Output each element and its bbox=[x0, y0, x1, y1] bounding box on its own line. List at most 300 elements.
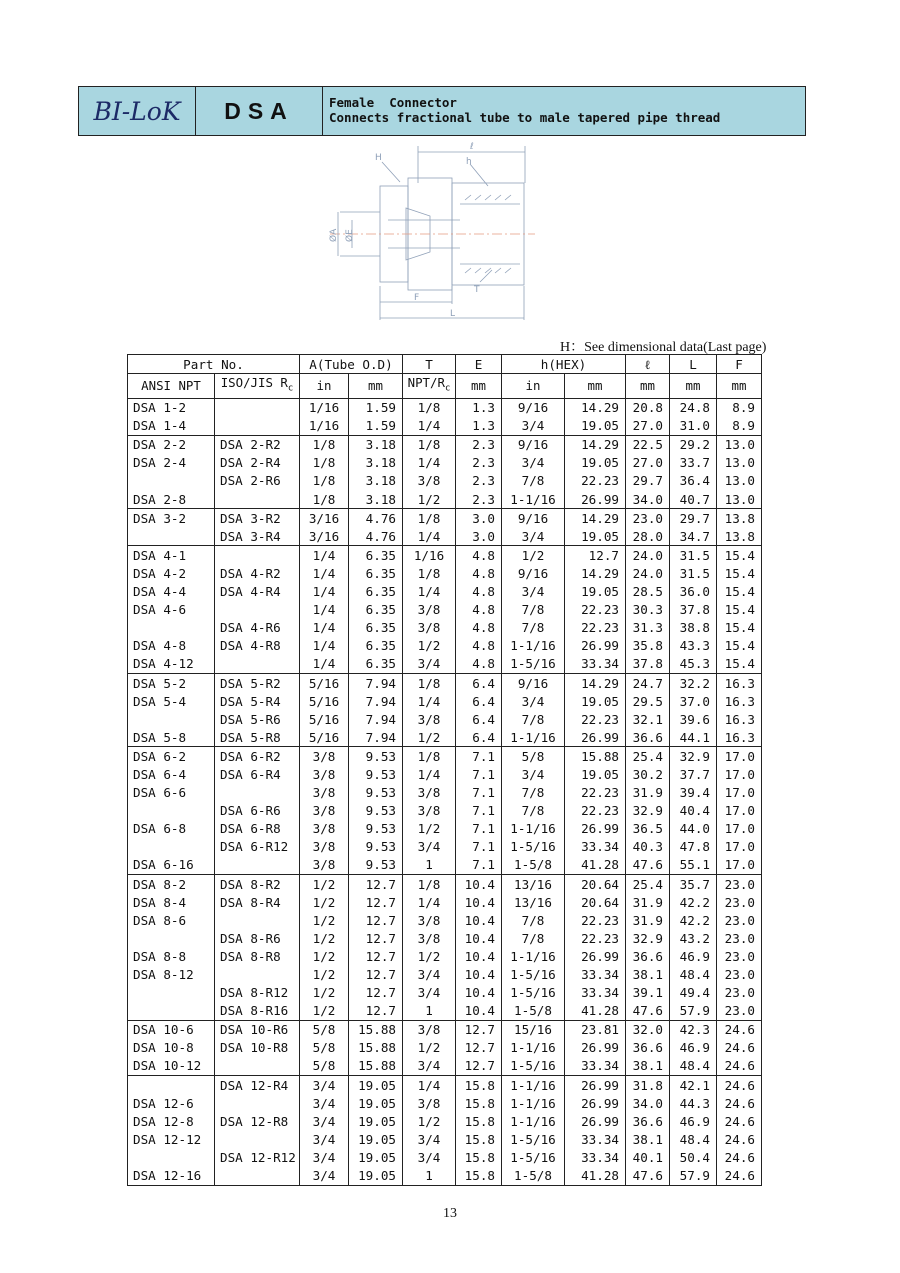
cell-t: 3/4 bbox=[403, 1148, 456, 1166]
cell-a-mm: 3.18 bbox=[349, 454, 403, 472]
header-a-mm: mm bbox=[349, 374, 403, 398]
cell-a-mm: 4.76 bbox=[349, 527, 403, 546]
cell-f: 15.4 bbox=[717, 546, 762, 565]
cell-L: 50.4 bbox=[670, 1148, 717, 1166]
header-banner bbox=[78, 86, 806, 136]
cell-h-in: 1-1/16 bbox=[502, 1039, 565, 1057]
cell-h-in: 3/4 bbox=[502, 417, 565, 436]
cell-f: 24.6 bbox=[717, 1039, 762, 1057]
cell-e: 10.4 bbox=[456, 984, 502, 1002]
product-title: Female Connector bbox=[329, 95, 457, 110]
cell-iso-jis: DSA 5-R8 bbox=[215, 728, 300, 747]
cell-a-mm: 9.53 bbox=[349, 838, 403, 856]
table-row bbox=[128, 637, 762, 655]
cell-t: 1 bbox=[403, 856, 456, 875]
table-row bbox=[128, 875, 762, 894]
cell-f: 23.0 bbox=[717, 965, 762, 983]
cell-ansi-npt: DSA 3-2 bbox=[128, 509, 215, 528]
cell-f: 13.0 bbox=[717, 490, 762, 509]
table-row bbox=[128, 527, 762, 546]
cell-e: 2.3 bbox=[456, 472, 502, 490]
cell-e: 10.4 bbox=[456, 911, 502, 929]
cell-h-mm: 19.05 bbox=[565, 692, 626, 710]
cell-iso-jis: DSA 8-R8 bbox=[215, 947, 300, 965]
cell-L: 44.1 bbox=[670, 728, 717, 747]
cell-f: 15.4 bbox=[717, 583, 762, 601]
cell-e: 7.1 bbox=[456, 802, 502, 820]
cell-L: 34.7 bbox=[670, 527, 717, 546]
cell-l: 32.0 bbox=[626, 1020, 670, 1039]
cell-t: 1/8 bbox=[403, 564, 456, 582]
cell-l: 47.6 bbox=[626, 856, 670, 875]
cell-h-mm: 33.34 bbox=[565, 655, 626, 674]
product-subtitle: Connects fractional tube to male tapered pipe thread bbox=[329, 110, 721, 125]
cell-e: 15.8 bbox=[456, 1167, 502, 1186]
cell-L: 38.8 bbox=[670, 619, 717, 637]
cell-h-in: 1-5/16 bbox=[502, 655, 565, 674]
cell-h-in: 15/16 bbox=[502, 1020, 565, 1039]
cell-a-in: 1/2 bbox=[300, 929, 349, 947]
cell-a-mm: 12.7 bbox=[349, 984, 403, 1002]
cell-iso-jis bbox=[215, 965, 300, 983]
cell-ansi-npt: DSA 8-8 bbox=[128, 947, 215, 965]
cell-iso-jis bbox=[215, 784, 300, 802]
cell-a-in: 1/2 bbox=[300, 893, 349, 911]
cell-a-in: 3/8 bbox=[300, 820, 349, 838]
brand-logo: BI-LoK bbox=[79, 87, 196, 135]
cell-e: 7.1 bbox=[456, 765, 502, 783]
cell-t: 3/8 bbox=[403, 911, 456, 929]
cell-a-in: 3/4 bbox=[300, 1094, 349, 1112]
table-header-row-2 bbox=[128, 374, 762, 398]
cell-h-in: 1-5/16 bbox=[502, 1130, 565, 1148]
cell-a-in: 3/4 bbox=[300, 1076, 349, 1095]
cell-ansi-npt bbox=[128, 1002, 215, 1021]
cell-h-in: 7/8 bbox=[502, 911, 565, 929]
cell-a-mm: 6.35 bbox=[349, 583, 403, 601]
header-e: E bbox=[456, 355, 502, 374]
cell-f: 24.6 bbox=[717, 1112, 762, 1130]
cell-f: 15.4 bbox=[717, 637, 762, 655]
cell-L: 37.8 bbox=[670, 601, 717, 619]
table-row bbox=[128, 1130, 762, 1148]
cell-L: 42.2 bbox=[670, 893, 717, 911]
cell-a-in: 3/8 bbox=[300, 802, 349, 820]
cell-h-in: 7/8 bbox=[502, 802, 565, 820]
cell-a-in: 5/8 bbox=[300, 1057, 349, 1076]
cell-a-in: 1/8 bbox=[300, 454, 349, 472]
cell-a-in: 1/8 bbox=[300, 472, 349, 490]
cell-L: 46.9 bbox=[670, 1039, 717, 1057]
cell-a-mm: 6.35 bbox=[349, 655, 403, 674]
cell-f: 15.4 bbox=[717, 564, 762, 582]
cell-l: 25.4 bbox=[626, 875, 670, 894]
cell-a-in: 5/16 bbox=[300, 710, 349, 728]
cell-h-mm: 33.34 bbox=[565, 984, 626, 1002]
cell-iso-jis bbox=[215, 1130, 300, 1148]
cell-ansi-npt: DSA 10-12 bbox=[128, 1057, 215, 1076]
cell-h-mm: 26.99 bbox=[565, 1039, 626, 1057]
cell-L: 29.7 bbox=[670, 509, 717, 528]
table-row bbox=[128, 911, 762, 929]
cell-h-mm: 41.28 bbox=[565, 1167, 626, 1186]
cell-e: 15.8 bbox=[456, 1112, 502, 1130]
cell-ansi-npt: DSA 12-8 bbox=[128, 1112, 215, 1130]
cell-ansi-npt: DSA 4-2 bbox=[128, 564, 215, 582]
cell-a-in: 1/4 bbox=[300, 619, 349, 637]
cell-f: 16.3 bbox=[717, 692, 762, 710]
cell-h-mm: 22.23 bbox=[565, 601, 626, 619]
cell-a-in: 3/4 bbox=[300, 1148, 349, 1166]
cell-t: 3/8 bbox=[403, 1094, 456, 1112]
table-row bbox=[128, 710, 762, 728]
cell-h-mm: 26.99 bbox=[565, 1094, 626, 1112]
cell-f: 15.4 bbox=[717, 655, 762, 674]
cell-iso-jis: DSA 2-R4 bbox=[215, 454, 300, 472]
cell-ansi-npt: DSA 12-16 bbox=[128, 1167, 215, 1186]
dimension-table bbox=[127, 354, 762, 1186]
cell-ansi-npt: DSA 5-2 bbox=[128, 673, 215, 692]
cell-l: 36.6 bbox=[626, 728, 670, 747]
cell-L: 57.9 bbox=[670, 1167, 717, 1186]
cell-a-in: 3/8 bbox=[300, 747, 349, 766]
cell-a-in: 5/16 bbox=[300, 673, 349, 692]
cell-e: 10.4 bbox=[456, 947, 502, 965]
cell-t: 1/2 bbox=[403, 490, 456, 509]
cell-l: 36.6 bbox=[626, 1039, 670, 1057]
cell-h-in: 3/4 bbox=[502, 527, 565, 546]
cell-t: 1/4 bbox=[403, 454, 456, 472]
cell-h-mm: 19.05 bbox=[565, 454, 626, 472]
cell-a-in: 3/4 bbox=[300, 1112, 349, 1130]
cell-L: 44.0 bbox=[670, 820, 717, 838]
cell-a-in: 1/2 bbox=[300, 947, 349, 965]
cell-a-in: 5/8 bbox=[300, 1039, 349, 1057]
cell-h-mm: 12.7 bbox=[565, 546, 626, 565]
header-h-in: in bbox=[502, 374, 565, 398]
table-row bbox=[128, 655, 762, 674]
cell-a-in: 1/4 bbox=[300, 637, 349, 655]
cell-l: 36.6 bbox=[626, 1112, 670, 1130]
cell-t: 3/4 bbox=[403, 838, 456, 856]
cell-f: 15.4 bbox=[717, 619, 762, 637]
cell-h-in: 1-1/16 bbox=[502, 637, 565, 655]
cell-ansi-npt bbox=[128, 1148, 215, 1166]
cell-f: 24.6 bbox=[717, 1148, 762, 1166]
cell-t: 1/8 bbox=[403, 509, 456, 528]
cell-f: 23.0 bbox=[717, 929, 762, 947]
cell-ansi-npt bbox=[128, 527, 215, 546]
label-H: H bbox=[375, 153, 382, 163]
cell-ansi-npt: DSA 6-6 bbox=[128, 784, 215, 802]
cell-L: 37.0 bbox=[670, 692, 717, 710]
cell-a-in: 1/2 bbox=[300, 911, 349, 929]
cell-ansi-npt: DSA 4-6 bbox=[128, 601, 215, 619]
table-row bbox=[128, 820, 762, 838]
cell-h-in: 1-5/16 bbox=[502, 838, 565, 856]
cell-L: 46.9 bbox=[670, 1112, 717, 1130]
cell-h-mm: 23.81 bbox=[565, 1020, 626, 1039]
cell-h-mm: 19.05 bbox=[565, 527, 626, 546]
cell-e: 1.3 bbox=[456, 417, 502, 436]
cell-iso-jis: DSA 12-R8 bbox=[215, 1112, 300, 1130]
cell-f: 16.3 bbox=[717, 673, 762, 692]
cell-l: 31.9 bbox=[626, 893, 670, 911]
cell-a-in: 3/8 bbox=[300, 838, 349, 856]
cell-l: 37.8 bbox=[626, 655, 670, 674]
cell-ansi-npt: DSA 6-16 bbox=[128, 856, 215, 875]
cell-t: 1 bbox=[403, 1167, 456, 1186]
cell-h-in: 9/16 bbox=[502, 509, 565, 528]
cell-ansi-npt bbox=[128, 619, 215, 637]
cell-l: 31.9 bbox=[626, 911, 670, 929]
cell-e: 12.7 bbox=[456, 1057, 502, 1076]
table-row bbox=[128, 728, 762, 747]
cell-f: 17.0 bbox=[717, 856, 762, 875]
table-row bbox=[128, 564, 762, 582]
cell-a-mm: 6.35 bbox=[349, 564, 403, 582]
table-row bbox=[128, 965, 762, 983]
cell-t: 3/8 bbox=[403, 929, 456, 947]
cell-h-in: 9/16 bbox=[502, 564, 565, 582]
cell-h-mm: 33.34 bbox=[565, 1130, 626, 1148]
cell-L: 35.7 bbox=[670, 875, 717, 894]
cell-a-mm: 12.7 bbox=[349, 947, 403, 965]
cell-e: 7.1 bbox=[456, 838, 502, 856]
cell-ansi-npt: DSA 4-12 bbox=[128, 655, 215, 674]
cell-a-mm: 19.05 bbox=[349, 1167, 403, 1186]
cell-a-mm: 12.7 bbox=[349, 965, 403, 983]
cell-h-mm: 14.29 bbox=[565, 398, 626, 417]
cell-ansi-npt bbox=[128, 929, 215, 947]
cell-a-mm: 7.94 bbox=[349, 673, 403, 692]
cell-t: 1/4 bbox=[403, 583, 456, 601]
table-row bbox=[128, 1076, 762, 1095]
label-T: T bbox=[474, 285, 480, 295]
cell-h-in: 3/4 bbox=[502, 692, 565, 710]
cell-t: 1/8 bbox=[403, 673, 456, 692]
table-row bbox=[128, 1057, 762, 1076]
cell-t: 1/16 bbox=[403, 546, 456, 565]
cell-t: 3/8 bbox=[403, 601, 456, 619]
cell-h-in: 7/8 bbox=[502, 929, 565, 947]
cell-iso-jis: DSA 10-R6 bbox=[215, 1020, 300, 1039]
header-l-mm: mm bbox=[626, 374, 670, 398]
cell-ansi-npt: DSA 12-12 bbox=[128, 1130, 215, 1148]
cell-l: 31.8 bbox=[626, 1076, 670, 1095]
cell-l: 20.8 bbox=[626, 398, 670, 417]
cell-ansi-npt: DSA 6-4 bbox=[128, 765, 215, 783]
cell-iso-jis bbox=[215, 1167, 300, 1186]
cell-a-mm: 15.88 bbox=[349, 1020, 403, 1039]
table-row bbox=[128, 398, 762, 417]
cell-e: 6.4 bbox=[456, 728, 502, 747]
cell-e: 12.7 bbox=[456, 1039, 502, 1057]
cell-l: 28.0 bbox=[626, 527, 670, 546]
cell-iso-jis: DSA 12-R12 bbox=[215, 1148, 300, 1166]
cell-l: 22.5 bbox=[626, 435, 670, 454]
cell-a-mm: 19.05 bbox=[349, 1112, 403, 1130]
cell-f: 23.0 bbox=[717, 947, 762, 965]
cell-e: 15.8 bbox=[456, 1076, 502, 1095]
cell-f: 13.0 bbox=[717, 472, 762, 490]
cell-l: 38.1 bbox=[626, 1130, 670, 1148]
cell-ansi-npt: DSA 6-8 bbox=[128, 820, 215, 838]
cell-f: 17.0 bbox=[717, 838, 762, 856]
label-l: ℓ bbox=[470, 142, 474, 152]
table-row bbox=[128, 673, 762, 692]
cell-a-in: 5/16 bbox=[300, 728, 349, 747]
cell-h-mm: 26.99 bbox=[565, 1076, 626, 1095]
cell-h-mm: 22.23 bbox=[565, 911, 626, 929]
cell-h-in: 1-1/16 bbox=[502, 1094, 565, 1112]
cell-h-mm: 41.28 bbox=[565, 856, 626, 875]
header-t-unit: NPT/$R_c$ bbox=[403, 374, 456, 398]
cell-L: 57.9 bbox=[670, 1002, 717, 1021]
cell-iso-jis bbox=[215, 546, 300, 565]
cell-h-in: 1-1/16 bbox=[502, 728, 565, 747]
cell-ansi-npt bbox=[128, 984, 215, 1002]
cell-L: 47.8 bbox=[670, 838, 717, 856]
cell-L: 44.3 bbox=[670, 1094, 717, 1112]
cell-a-in: 1/8 bbox=[300, 490, 349, 509]
cell-ansi-npt: DSA 2-8 bbox=[128, 490, 215, 509]
cell-t: 1/8 bbox=[403, 875, 456, 894]
cell-t: 1/4 bbox=[403, 527, 456, 546]
cell-L: 45.3 bbox=[670, 655, 717, 674]
table-row bbox=[128, 929, 762, 947]
cell-L: 46.9 bbox=[670, 947, 717, 965]
cell-e: 4.8 bbox=[456, 564, 502, 582]
cell-e: 4.8 bbox=[456, 619, 502, 637]
table-row bbox=[128, 1112, 762, 1130]
cell-e: 4.8 bbox=[456, 546, 502, 565]
cell-t: 1/2 bbox=[403, 1112, 456, 1130]
cell-h-in: 1-5/8 bbox=[502, 1167, 565, 1186]
cell-iso-jis: DSA 2-R2 bbox=[215, 435, 300, 454]
cell-h-mm: 22.23 bbox=[565, 929, 626, 947]
cell-f: 13.8 bbox=[717, 509, 762, 528]
cell-iso-jis bbox=[215, 655, 300, 674]
table-row bbox=[128, 802, 762, 820]
cell-l: 30.2 bbox=[626, 765, 670, 783]
cell-iso-jis bbox=[215, 398, 300, 417]
cell-t: 3/4 bbox=[403, 1057, 456, 1076]
cell-e: 15.8 bbox=[456, 1130, 502, 1148]
cell-a-mm: 9.53 bbox=[349, 856, 403, 875]
cell-L: 42.1 bbox=[670, 1076, 717, 1095]
cell-h-in: 7/8 bbox=[502, 472, 565, 490]
cell-L: 36.4 bbox=[670, 472, 717, 490]
cell-a-mm: 15.88 bbox=[349, 1057, 403, 1076]
cell-a-mm: 3.18 bbox=[349, 435, 403, 454]
cell-f: 13.0 bbox=[717, 454, 762, 472]
cell-L: 33.7 bbox=[670, 454, 717, 472]
cell-t: 3/8 bbox=[403, 472, 456, 490]
cell-h-in: 1-1/16 bbox=[502, 947, 565, 965]
cell-l: 24.0 bbox=[626, 564, 670, 582]
label-h: h bbox=[466, 157, 472, 167]
header-a-in: in bbox=[300, 374, 349, 398]
cell-h-mm: 22.23 bbox=[565, 802, 626, 820]
cell-L: 39.4 bbox=[670, 784, 717, 802]
cell-iso-jis: DSA 4-R6 bbox=[215, 619, 300, 637]
label-F: F bbox=[414, 293, 420, 303]
cell-ansi-npt bbox=[128, 838, 215, 856]
cell-iso-jis: DSA 4-R2 bbox=[215, 564, 300, 582]
cell-iso-jis bbox=[215, 856, 300, 875]
cell-f: 13.8 bbox=[717, 527, 762, 546]
cell-e: 4.8 bbox=[456, 583, 502, 601]
cell-a-in: 1/4 bbox=[300, 564, 349, 582]
cell-h-in: 3/4 bbox=[502, 583, 565, 601]
cell-L: 40.7 bbox=[670, 490, 717, 509]
cell-a-in: 3/8 bbox=[300, 765, 349, 783]
cell-h-mm: 14.29 bbox=[565, 435, 626, 454]
header-t: T bbox=[403, 355, 456, 374]
cell-a-in: 5/8 bbox=[300, 1020, 349, 1039]
cell-t: 1/2 bbox=[403, 637, 456, 655]
cell-a-mm: 7.94 bbox=[349, 710, 403, 728]
cell-l: 29.7 bbox=[626, 472, 670, 490]
cell-a-in: 1/2 bbox=[300, 984, 349, 1002]
cell-a-mm: 19.05 bbox=[349, 1130, 403, 1148]
header-ansi: ANSI NPT bbox=[128, 374, 215, 398]
cell-f: 17.0 bbox=[717, 802, 762, 820]
cell-ansi-npt: DSA 8-6 bbox=[128, 911, 215, 929]
cell-h-in: 1-5/8 bbox=[502, 856, 565, 875]
cell-h-in: 9/16 bbox=[502, 398, 565, 417]
cell-ansi-npt: DSA 10-6 bbox=[128, 1020, 215, 1039]
header-f-mm: mm bbox=[717, 374, 762, 398]
cell-e: 12.7 bbox=[456, 1020, 502, 1039]
cell-a-in: 3/8 bbox=[300, 784, 349, 802]
cell-a-mm: 19.05 bbox=[349, 1094, 403, 1112]
cell-a-in: 1/4 bbox=[300, 601, 349, 619]
cell-iso-jis: DSA 8-R6 bbox=[215, 929, 300, 947]
cell-l: 36.6 bbox=[626, 947, 670, 965]
cell-t: 3/4 bbox=[403, 965, 456, 983]
cell-L: 31.0 bbox=[670, 417, 717, 436]
cell-iso-jis bbox=[215, 490, 300, 509]
cell-t: 1/2 bbox=[403, 1039, 456, 1057]
cell-ansi-npt: DSA 4-8 bbox=[128, 637, 215, 655]
cell-e: 15.8 bbox=[456, 1094, 502, 1112]
cell-h-mm: 26.99 bbox=[565, 490, 626, 509]
cell-a-in: 1/8 bbox=[300, 435, 349, 454]
cell-e: 10.4 bbox=[456, 893, 502, 911]
cell-a-mm: 4.76 bbox=[349, 509, 403, 528]
cell-h-mm: 22.23 bbox=[565, 619, 626, 637]
header-iso: ISO/JIS $R_c$ bbox=[215, 374, 300, 398]
cell-h-in: 13/16 bbox=[502, 893, 565, 911]
table-row bbox=[128, 417, 762, 436]
cell-t: 3/4 bbox=[403, 1130, 456, 1148]
cell-h-in: 7/8 bbox=[502, 710, 565, 728]
cell-l: 32.9 bbox=[626, 929, 670, 947]
cell-t: 3/8 bbox=[403, 710, 456, 728]
cell-h-in: 1-5/16 bbox=[502, 965, 565, 983]
cell-ansi-npt: DSA 12-6 bbox=[128, 1094, 215, 1112]
cell-a-in: 3/4 bbox=[300, 1167, 349, 1186]
cell-a-mm: 12.7 bbox=[349, 929, 403, 947]
cell-f: 13.0 bbox=[717, 435, 762, 454]
cell-h-in: 1/2 bbox=[502, 546, 565, 565]
table-row bbox=[128, 472, 762, 490]
table-row bbox=[128, 490, 762, 509]
cell-L: 32.9 bbox=[670, 747, 717, 766]
cell-a-mm: 1.59 bbox=[349, 398, 403, 417]
